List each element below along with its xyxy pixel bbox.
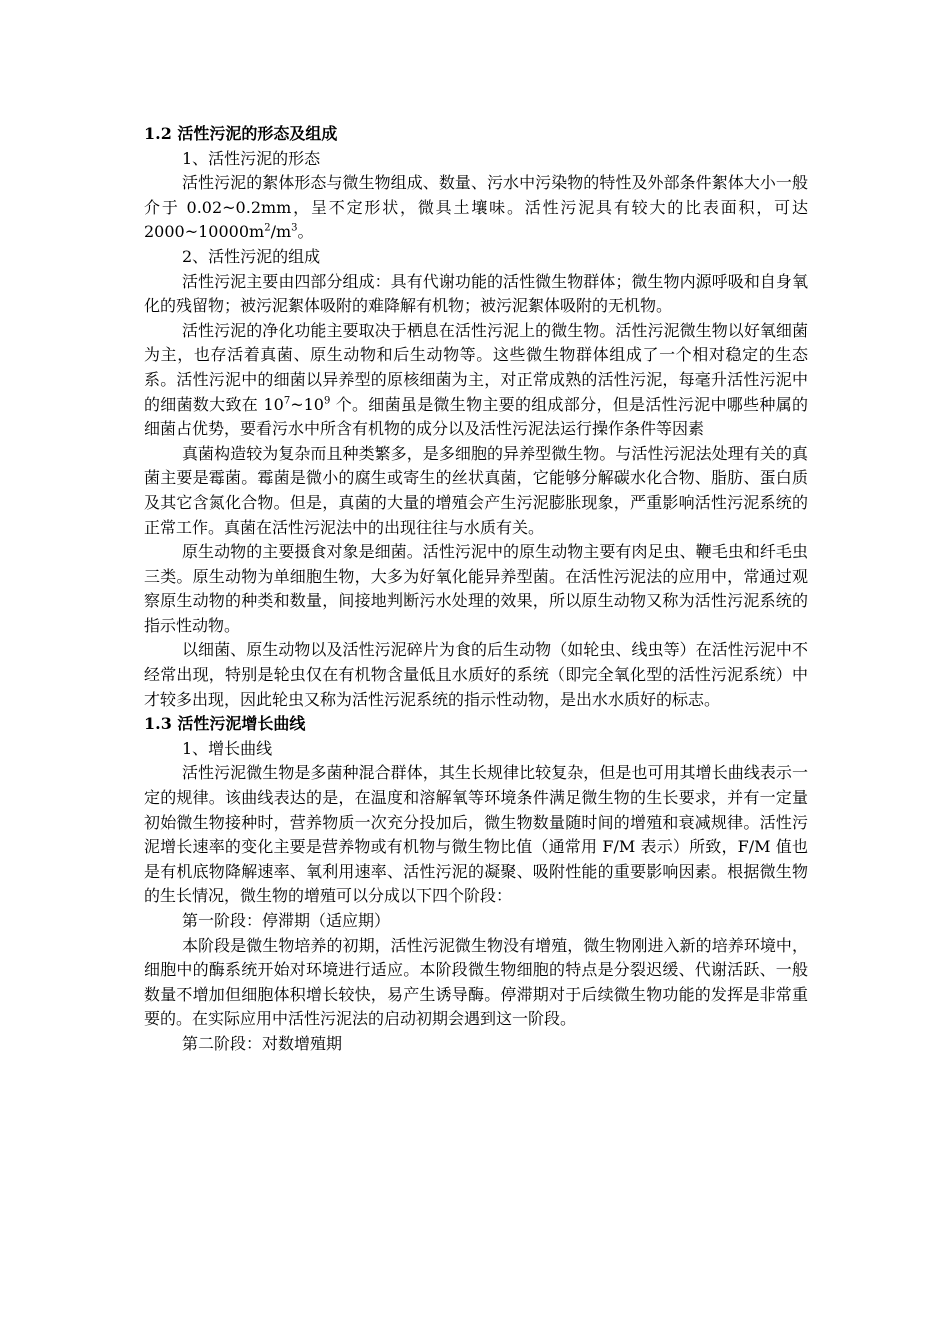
paragraph-morphology: 活性污泥的絮体形态与微生物组成、数量、污水中污染物的特性及外部条件絮体大小一般介于 0.02~0.2mm，呈不定形状，微具土壤味。活性污泥具有较大的比表面积，可达 $2000\sim 10000m^2/m^3$。 bbox=[144, 173, 808, 242]
subheading-growth-curve: 1、增长曲线 bbox=[182, 738, 273, 758]
stage-2-title: 第二阶段：对数增殖期 bbox=[182, 1033, 343, 1053]
paragraph-lag-phase: 本阶段是微生物培养的初期，活性污泥微生物没有增殖，微生物刚进入新的培养环境中，细胞中的酶系统开始对环境进行适应。本阶段微生物细胞的特点是分裂迟缓、代谢活跃、一般数量不增加但细胞体积增长较快，易产生诱导酶。停滞期对于后续微生物功能的发挥是非常重要的。在实际应用中活性污泥法的启动初期会遇到这一阶段。 bbox=[144, 935, 808, 1029]
paragraph-growth-curve: 活性污泥微生物是多菌种混合群体，其生长规律比较复杂，但是也可用其增长曲线表示一定的规律。该曲线表达的是，在温度和溶解氧等环境条件满足微生物的生长要求，并有一定量初始微生物接种时，营养物质一次充分投加后，微生物数量随时间的增殖和衰减规律。活性污泥增长速率的变化主要是营养物或有机物与微生物比值（通常用 F/M 表示）所致，F/M 值也是有机底物降解速率、氧利用速率、活性污泥的凝聚、吸附性能的重要影响因素。根据微生物的生长情况，微生物的增殖可以分成以下四个阶段： bbox=[144, 763, 808, 906]
paragraph-protozoa: 原生动物的主要摄食对象是细菌。活性污泥中的原生动物主要有肉足虫、鞭毛虫和纤毛虫三类。原生动物为单细胞生物，大多为好氧化能异养型菌。在活性污泥法的应用中，常通过观察原生动物的种类和数量，间接地判断污水处理的效果，所以原生动物又称为活性污泥系统的指示性动物。 bbox=[144, 542, 808, 635]
paragraph-metazoa: 以细菌、原生动物以及活性污泥碎片为食的后生动物（如轮虫、线虫等）在活性污泥中不经常出现，特别是轮虫仅在有机物含量低且水质好的系统（即完全氧化型的活性污泥系统）中才较多出现，因此轮虫又称为活性污泥系统的指示性动物，是出水水质好的标志。 bbox=[144, 640, 808, 709]
stage-1-title: 第一阶段：停滞期（适应期） bbox=[182, 911, 391, 930]
subheading-composition: 2、活性污泥的组成 bbox=[182, 246, 321, 266]
section-heading-1-3: 1.3 活性污泥增长曲线 bbox=[144, 714, 306, 734]
paragraph-bacteria: 活性污泥的净化功能主要取决于栖息在活性污泥上的微生物。活性污泥微生物以好氧细菌为主，也存活着真菌、原生动物和后生动物等。这些微生物群体组成了一个相对稳定的生态系。活性污泥中的细菌以异养型的原核细菌为主，对正常成熟的活性污泥，每毫升活性污泥中的细菌数大致在 $10^7\sim 10^9$ 个。细菌虽是微生物主要的组成部分，但是活性污泥中哪些种属的细菌占优势，要看污水中所含有机物的成分以及活性污泥法运行操作条件等因素 bbox=[144, 320, 808, 439]
subheading-morphology: 1、活性污泥的形态 bbox=[182, 148, 321, 168]
section-heading-1-2: 1.2 活性污泥的形态及组成 bbox=[144, 124, 338, 143]
document-page bbox=[144, 122, 808, 1057]
paragraph-fungi: 真菌构造较为复杂而且种类繁多，是多细胞的异养型微生物。与活性污泥法处理有关的真菌主要是霉菌。霉菌是微小的腐生或寄生的丝状真菌，它能够分解碳水化合物、脂肪、蛋白质及其它含氮化合物。但是，真菌的大量的增殖会产生污泥膨胀现象，严重影响活性污泥系统的正常工作。真菌在活性污泥法中的出现往往与水质有关。 bbox=[144, 443, 808, 537]
paragraph-composition: 活性污泥主要由四部分组成：具有代谢功能的活性微生物群体；微生物内源呼吸和自身氧化的残留物；被污泥絮体吸附的难降解有机物；被污泥絮体吸附的无机物。 bbox=[144, 271, 808, 316]
